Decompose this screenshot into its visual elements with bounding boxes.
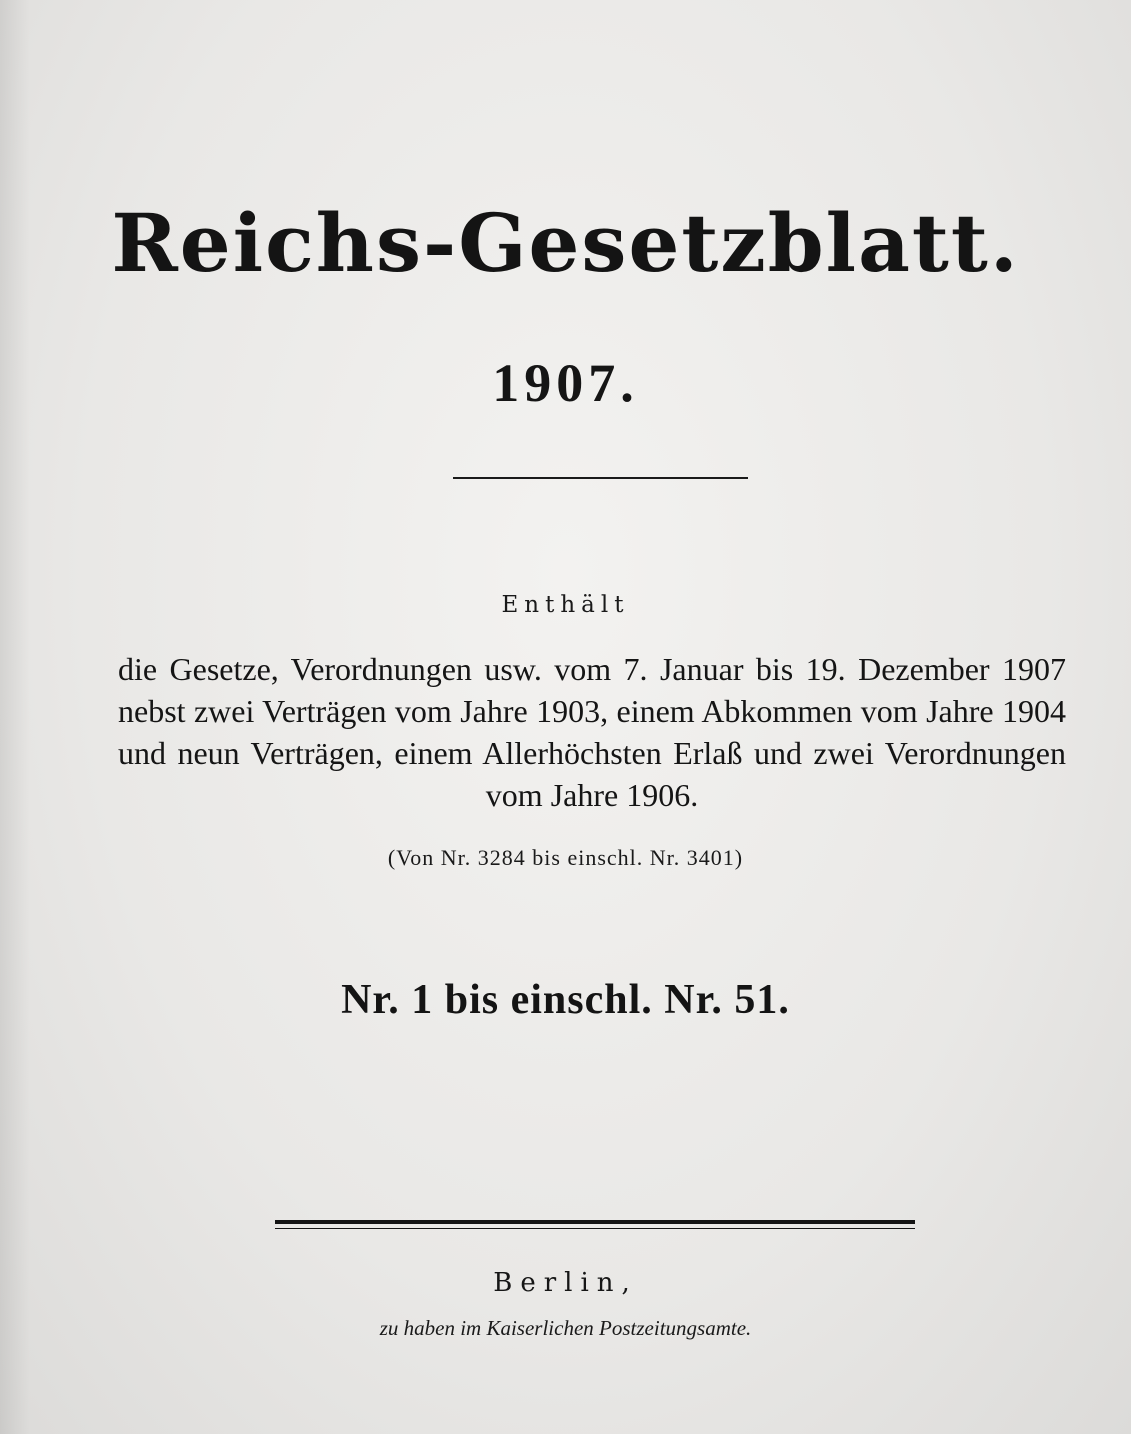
divider-short: [453, 477, 748, 479]
description-line: und neun Verträgen, einem Allerhöchsten Erlaß und zwei Verordnungen: [118, 735, 1066, 771]
description-line: die Gesetze, Verordnungen usw. vom 7. Januar bis 19. Dezember 1907: [118, 651, 1066, 687]
divider-thick: [275, 1220, 915, 1224]
description-line: vom Jahre 1906.: [485, 777, 699, 813]
publisher-line: zu haben im Kaiserlichen Postzeitungsamte.: [379, 1316, 752, 1340]
publication-year: 1907.: [492, 353, 639, 413]
issue-number-range: Nr. 1 bis einschl. Nr. 51.: [341, 977, 790, 1023]
description-line: nebst zwei Verträgen vom Jahre 1903, einem Abkommen vom Jahre 1904: [118, 693, 1066, 729]
contents-description: [118, 648, 1066, 816]
publication-title: Reichs-Gesetzblatt.: [111, 196, 1020, 290]
contains-label: Enthält: [501, 592, 630, 618]
law-number-range: (Von Nr. 3284 bis einschl. Nr. 3401): [387, 845, 744, 870]
divider-thin: [275, 1228, 915, 1229]
publication-place: Berlin,: [493, 1268, 638, 1298]
